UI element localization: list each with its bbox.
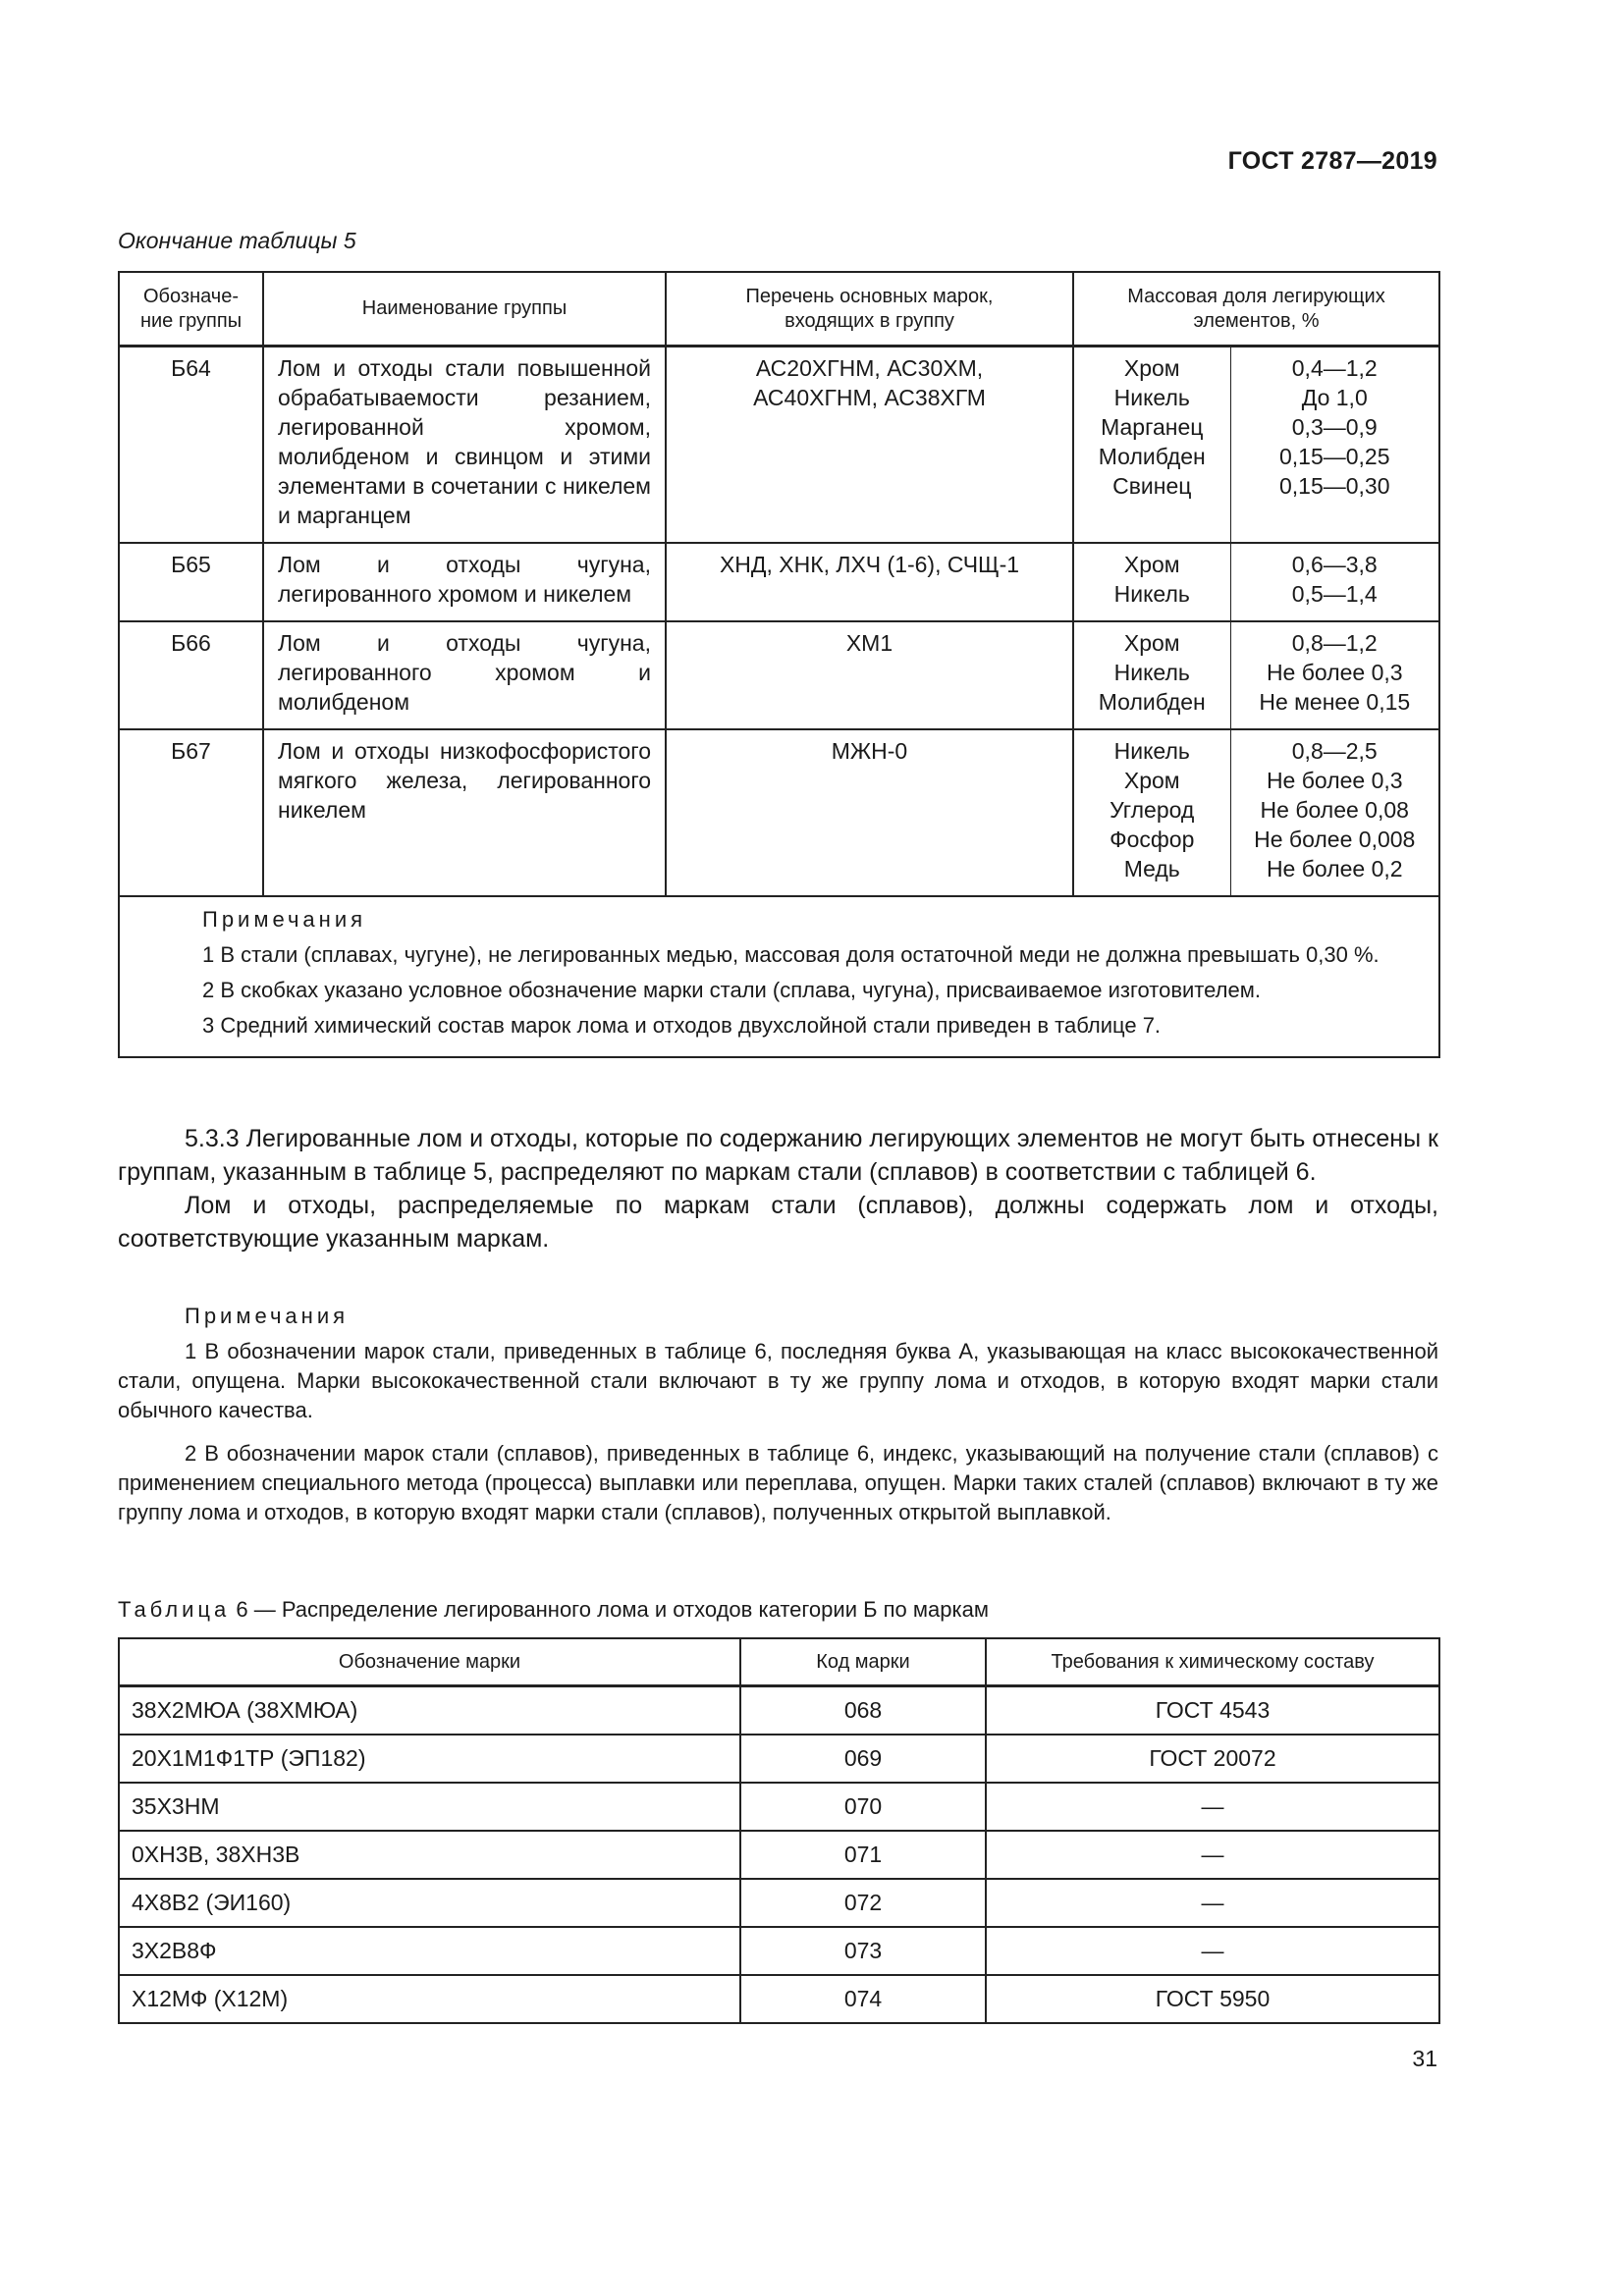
- notes-title: Примечания: [185, 1304, 350, 1328]
- section-notes: [118, 1302, 1438, 1527]
- req-cell: ГОСТ 4543: [986, 1686, 1439, 1735]
- table-row: [119, 1975, 1439, 2023]
- table-5: [118, 271, 1440, 1058]
- alloy-values: 0,8—2,5 Не более 0,3 Не более 0,08 Не более 0,008 Не более 0,2: [1230, 729, 1439, 896]
- group-code: Б67: [119, 729, 263, 896]
- note-2: 2 В обозначении марок стали (сплавов), приведенных в таблице 6, индекс, указывающий на получение стали (сплавов) с применением специального метода (процесса) выплавки или переплава, опущен. Марки таких сталей (сплавов) включают в ту же группу лома и отходов, в которую входят марки стали (сплавов), полученных открытой выплавкой.: [118, 1441, 1438, 1524]
- header-group-name: Наименование группы: [263, 272, 666, 347]
- table-row: [119, 1735, 1439, 1783]
- table-row: [119, 1879, 1439, 1927]
- table6-caption: Таблица 6 — Распределение легированного лома и отходов категории Б по маркам: [118, 1597, 989, 1622]
- table-6: [118, 1637, 1440, 2024]
- header-mass-fraction: Массовая доля легирующих элементов, %: [1073, 272, 1439, 347]
- alloy-values: 0,6—3,8 0,5—1,4: [1230, 543, 1439, 621]
- table-row: [119, 621, 1439, 729]
- code-cell: 072: [740, 1879, 986, 1927]
- table5-notes-row: [119, 896, 1439, 1057]
- note-1: 1 В обозначении марок стали, приведенных в таблице 6, последняя буква А, указывающая на класс высококачественной стали, опущена. Марки высококачественной стали включают в ту же группу лома и отходов, в которую входят марки стали обычного качества.: [118, 1339, 1438, 1422]
- group-name: Лом и отходы чугуна, легированного хромом и молибденом: [263, 621, 666, 729]
- group-grades: ХМ1: [666, 621, 1073, 729]
- req-cell: —: [986, 1831, 1439, 1879]
- document-standard-header: ГОСТ 2787—2019: [1227, 147, 1437, 175]
- code-cell: 069: [740, 1735, 986, 1783]
- mark-cell: Х12МФ (Х12М): [119, 1975, 740, 2023]
- alloy-values: 0,8—1,2 Не более 0,3 Не менее 0,15: [1230, 621, 1439, 729]
- code-cell: 070: [740, 1783, 986, 1831]
- group-name: Лом и отходы чугуна, легированного хромом и никелем: [263, 543, 666, 621]
- group-code: Б65: [119, 543, 263, 621]
- alloy-elements: Хром Никель Молибден: [1073, 621, 1230, 729]
- group-grades: МЖН-0: [666, 729, 1073, 896]
- alloy-elements: Хром Никель Марганец Молибден Свинец: [1073, 347, 1230, 543]
- code-cell: 073: [740, 1927, 986, 1975]
- table5-notes: [119, 896, 1439, 1057]
- table5-continuation-caption: Окончание таблицы 5: [118, 228, 356, 253]
- table-row: [119, 347, 1439, 543]
- header-mark: Обозначение марки: [119, 1638, 740, 1686]
- notes-title: Примечания: [202, 906, 367, 932]
- paragraph: 5.3.3 Легированные лом и отходы, которые по содержанию легирующих элементов не могут быть отнесены к группам, указанным в таблице 5, распределяют по маркам стали (сплавов) в соответствии с таблицей 6.: [118, 1125, 1438, 1186]
- group-name: Лом и отходы стали повышенной обрабатываемости резанием, легированной хромом, молибденом и свинцом и этими элементами в сочетании с никелем и марганцем: [263, 347, 666, 543]
- note-1: 1 В стали (сплавах, чугуне), не легированных медью, массовая доля остаточной меди не должна превышать 0,30 %.: [202, 941, 1380, 967]
- alloy-values: 0,4—1,2 До 1,0 0,3—0,9 0,15—0,25 0,15—0,30: [1230, 347, 1439, 543]
- section-5-3-3: [118, 1122, 1438, 1255]
- code-cell: 074: [740, 1975, 986, 2023]
- mark-cell: 35Х3НМ: [119, 1783, 740, 1831]
- header-grades: Перечень основных марок, входящих в группу: [666, 272, 1073, 347]
- table-row: [119, 729, 1439, 896]
- table-row: [119, 1686, 1439, 1735]
- mark-cell: 3Х2В8Ф: [119, 1927, 740, 1975]
- req-cell: —: [986, 1927, 1439, 1975]
- table6-header-row: [119, 1638, 1439, 1686]
- mark-cell: 0ХН3В, 38ХН3В: [119, 1831, 740, 1879]
- req-cell: ГОСТ 20072: [986, 1735, 1439, 1783]
- header-code: Код марки: [740, 1638, 986, 1686]
- header-requirements: Требования к химическому составу: [986, 1638, 1439, 1686]
- alloy-elements: Хром Никель: [1073, 543, 1230, 621]
- req-cell: ГОСТ 5950: [986, 1975, 1439, 2023]
- table-row: [119, 543, 1439, 621]
- alloy-elements: Никель Хром Углерод Фосфор Медь: [1073, 729, 1230, 896]
- paragraph: Лом и отходы, распределяемые по маркам стали (сплавов), должны содержать лом и отходы, соответствующие указанным маркам.: [118, 1192, 1438, 1253]
- req-cell: —: [986, 1879, 1439, 1927]
- mark-cell: 4Х8В2 (ЭИ160): [119, 1879, 740, 1927]
- group-code: Б64: [119, 347, 263, 543]
- group-grades: ХНД, ХНК, ЛХЧ (1-6), СЧЩ-1: [666, 543, 1073, 621]
- group-code: Б66: [119, 621, 263, 729]
- page-number: 31: [1412, 2046, 1437, 2071]
- req-cell: —: [986, 1783, 1439, 1831]
- note-2: 2 В скобках указано условное обозначение марки стали (сплава, чугуна), присваиваемое изготовителем.: [202, 977, 1261, 1002]
- code-cell: 071: [740, 1831, 986, 1879]
- table-row: [119, 1927, 1439, 1975]
- code-cell: 068: [740, 1686, 986, 1735]
- note-3: 3 Средний химический состав марок лома и отходов двухслойной стали приведен в таблице 7.: [202, 1012, 1162, 1038]
- mark-cell: 20Х1М1Ф1ТР (ЭП182): [119, 1735, 740, 1783]
- table5-header-row: [119, 272, 1439, 347]
- mark-cell: 38Х2МЮА (38ХМЮА): [119, 1686, 740, 1735]
- group-grades: АС20ХГНМ, АС30ХМ, АС40ХГНМ, АС38ХГМ: [666, 347, 1073, 543]
- group-name: Лом и отходы низкофосфористого мягкого железа, легированного никелем: [263, 729, 666, 896]
- header-designation: Обозначе- ние группы: [119, 272, 263, 347]
- table-row: [119, 1831, 1439, 1879]
- table-row: [119, 1783, 1439, 1831]
